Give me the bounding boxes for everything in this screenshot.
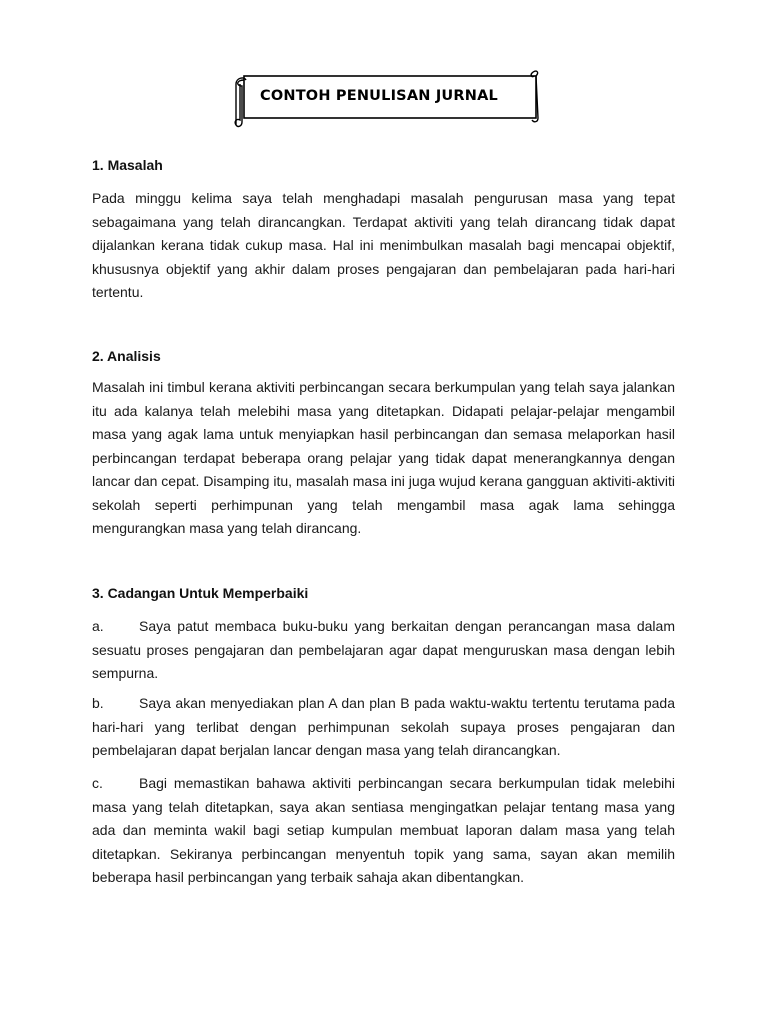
list-item-letter: a. xyxy=(92,618,104,634)
list-item-text: Saya patut membaca buku-buku yang berkaitan dengan perancangan masa dalam sesuatu proses pengajaran dan pembelajaran agar dapat menguruskan masa dengan lebih sempurna. xyxy=(92,618,675,681)
paragraph-analisis: Masalah ini timbul kerana aktiviti perbincangan secara berkumpulan yang telah saya jalankan itu ada kalanya telah melebihi masa yang ditetapkan. Didapati pelajar-pelajar mengambil masa yang agak lama untuk menyiapkan hasil perbincangan dan semasa melaporkan hasil perbincangan terdapat beberapa orang pelajar yang tidak dapat menerangkannya dengan lancar dan cepat. Disamping itu, masalah masa ini juga wujud kerana gangguan aktiviti-aktiviti sekolah seperti perhimpunan yang telah mengambil masa agak lama sehingga mengurangkan masa yang telah dirancang. xyxy=(92,379,675,536)
list-item-c xyxy=(92,772,675,890)
title-banner xyxy=(232,70,542,130)
document-title: CONTOH PENULISAN JURNAL xyxy=(260,88,498,104)
list-item-a xyxy=(92,615,675,686)
list-item-letter: c. xyxy=(92,775,103,791)
list-item-text: Bagi memastikan bahawa aktiviti perbincangan secara berkumpulan tidak melebihi masa yang telah ditetapkan, saya akan sentiasa mengingatkan pelajar tentang masa yang ada dan meminta wakil bagi setiap kumpulan membuat laporan dalam masa yang telah ditetapkan. Sekiranya perbincangan menyentuh topik yang sama, sayan akan memilih beberapa hasil perbincangan yang terbaik sahaja akan dibentangkan. xyxy=(92,775,675,885)
list-item-b xyxy=(92,692,675,763)
section-heading-cadangan: 3. Cadangan Untuk Memperbaiki xyxy=(92,585,309,601)
paragraph-masalah: Pada minggu kelima saya telah menghadapi masalah pengurusan masa yang tepat sebagaimana yang telah dirancangkan. Terdapat aktiviti yang telah dirancang tidak dapat dijalankan kerana tidak cukup masa. Hal ini menimbulkan masalah bagi mencapai objektif, khususnya objektif yang akhir dalam proses pengajaran dan pembelajaran pada hari-hari tertentu. xyxy=(92,190,675,300)
section-heading-analisis: 2. Analisis xyxy=(92,348,161,364)
list-item-text: Saya akan menyediakan plan A dan plan B pada waktu-waktu tertentu terutama pada hari-hari yang terlibat dengan perhimpunan sekolah supaya proses pengajaran dan pembelajaran dapat berjalan lancar dengan masa yang telah dirancangkan. xyxy=(92,695,675,758)
section-heading-masalah: 1. Masalah xyxy=(92,157,163,173)
list-item-letter: b. xyxy=(92,695,104,711)
